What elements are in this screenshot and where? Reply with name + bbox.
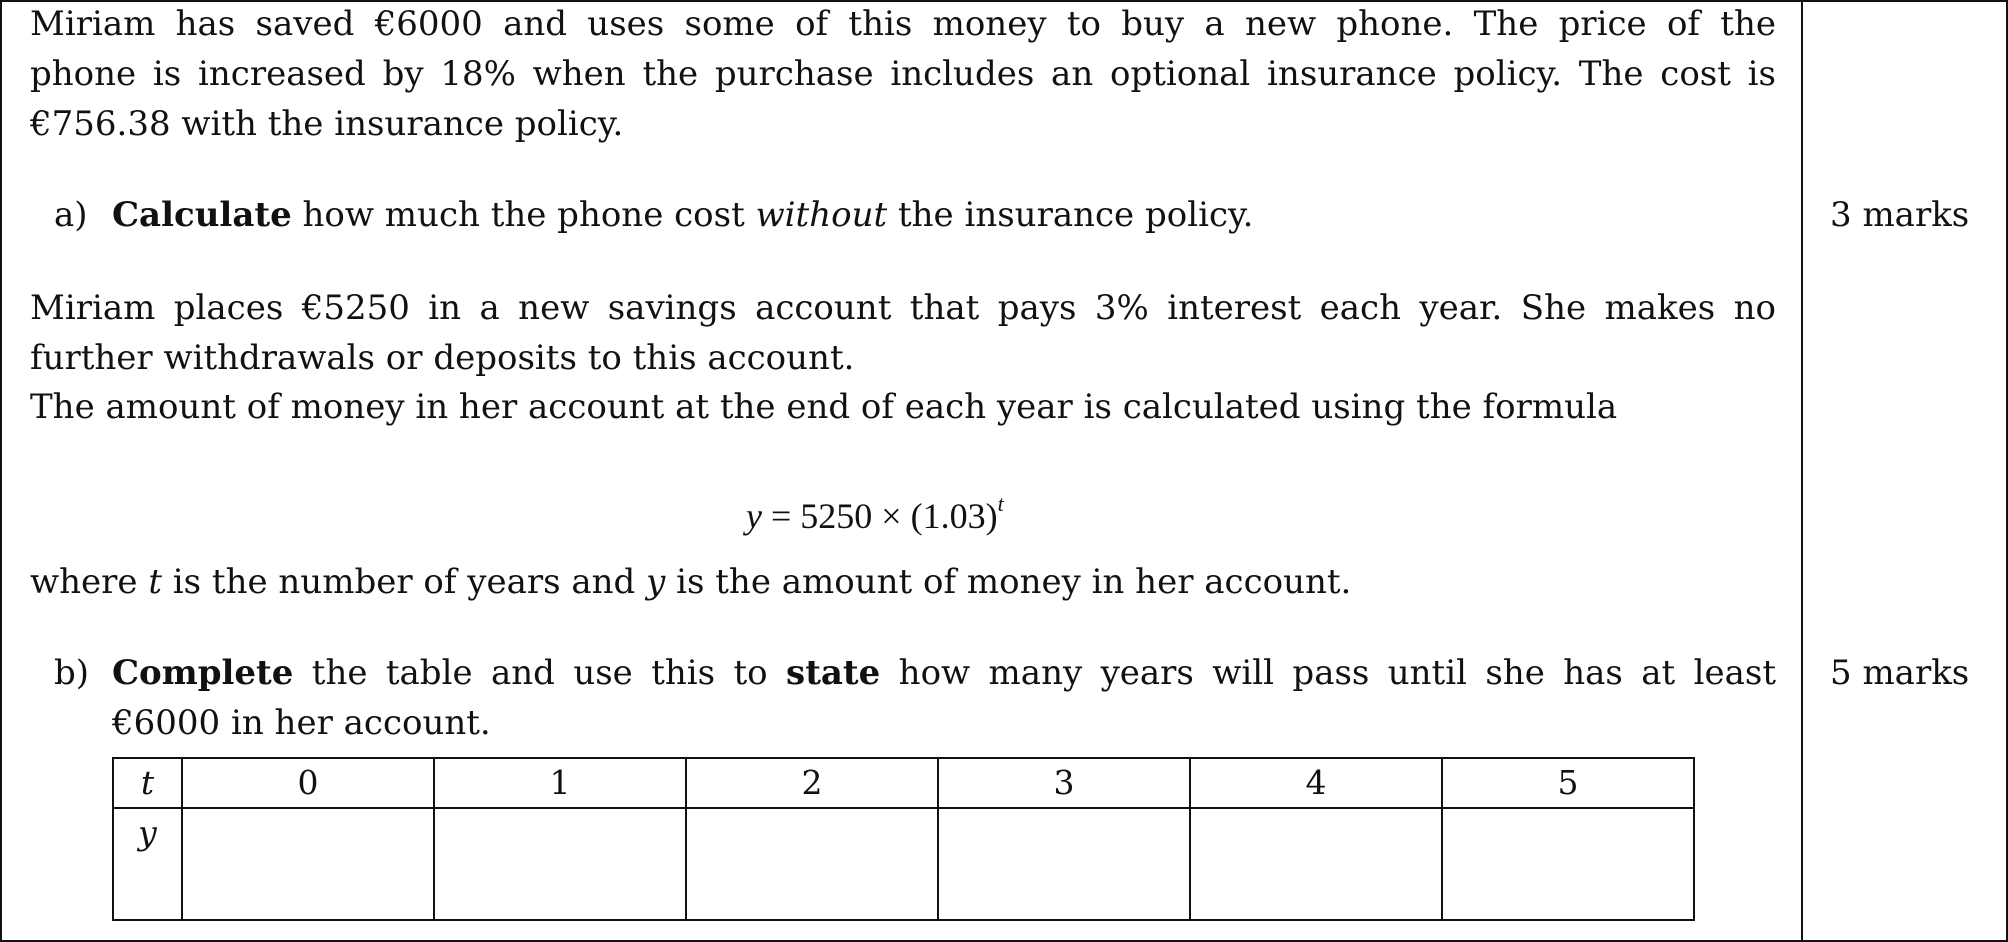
y-answer-cell-4[interactable] xyxy=(1190,808,1442,920)
part-a-emphasis: without xyxy=(755,195,888,235)
formula-exponent: t xyxy=(997,491,1004,516)
intro-line-1: Miriam has saved €6000 and uses some of this money to buy a new phone. The price of the xyxy=(30,4,1776,44)
y-answer-cell-3[interactable] xyxy=(938,808,1190,920)
part-b-text-1: the table and use this to xyxy=(293,653,787,693)
formula-rhs: 5250 × (1.03) xyxy=(800,496,998,536)
context-b-line-3: The amount of money in her account at the end of each year is calculated using the formula xyxy=(30,387,1618,427)
t-value-5: 5 xyxy=(1442,758,1694,808)
part-b-marks: 5 marks xyxy=(1830,653,1970,693)
part-b-label: b) xyxy=(54,653,90,693)
table-row-y xyxy=(113,808,1694,920)
t-value-3: 3 xyxy=(938,758,1190,808)
intro-line-2: phone is increased by 18% when the purchase includes an optional insurance policy. The cost is xyxy=(30,54,1776,94)
formula-lhs: y xyxy=(746,496,762,536)
context-b-line-1: Miriam places €5250 in a new savings account that pays 3% interest each year. She makes no xyxy=(30,288,1776,328)
part-a-command: Calculate xyxy=(112,195,292,235)
part-b-question-line-2: €6000 in her account. xyxy=(112,703,491,743)
context-b-line-2: further withdrawals or deposits to this account. xyxy=(30,338,855,378)
part-b-text-2: how many years will pass until she has at least xyxy=(880,653,1777,693)
part-a-text-after: the insurance policy. xyxy=(887,195,1254,235)
formula-equals: = xyxy=(761,496,801,536)
y-answer-cell-2[interactable] xyxy=(686,808,938,920)
marks-column-divider xyxy=(1801,2,1803,942)
y-answer-cell-0[interactable] xyxy=(182,808,434,920)
part-b-command-complete: Complete xyxy=(112,653,294,693)
where-line xyxy=(30,562,1351,602)
row-header-y: y xyxy=(113,808,182,920)
y-answer-cell-1[interactable] xyxy=(434,808,686,920)
where-text-3: is the amount of money in her account. xyxy=(665,562,1352,602)
part-b-command-state: state xyxy=(786,653,881,693)
part-b-question-line-1 xyxy=(112,653,1776,693)
where-text-1: where xyxy=(30,562,149,602)
table-row-t xyxy=(113,758,1694,808)
t-value-0: 0 xyxy=(182,758,434,808)
t-value-1: 1 xyxy=(434,758,686,808)
y-answer-cell-5[interactable] xyxy=(1442,808,1694,920)
compound-interest-formula xyxy=(746,488,1004,536)
where-text-2: is the number of years and xyxy=(161,562,647,602)
where-var-t: t xyxy=(148,562,162,602)
row-header-t: t xyxy=(113,758,182,808)
values-table xyxy=(112,757,1695,921)
part-a-text-before: how much the phone cost xyxy=(291,195,756,235)
where-var-y: y xyxy=(646,562,666,602)
part-a-question xyxy=(112,195,1254,235)
part-a-label: a) xyxy=(54,195,88,235)
intro-line-3: €756.38 with the insurance policy. xyxy=(30,104,624,144)
part-a-marks: 3 marks xyxy=(1830,195,1970,235)
t-value-4: 4 xyxy=(1190,758,1442,808)
t-value-2: 2 xyxy=(686,758,938,808)
